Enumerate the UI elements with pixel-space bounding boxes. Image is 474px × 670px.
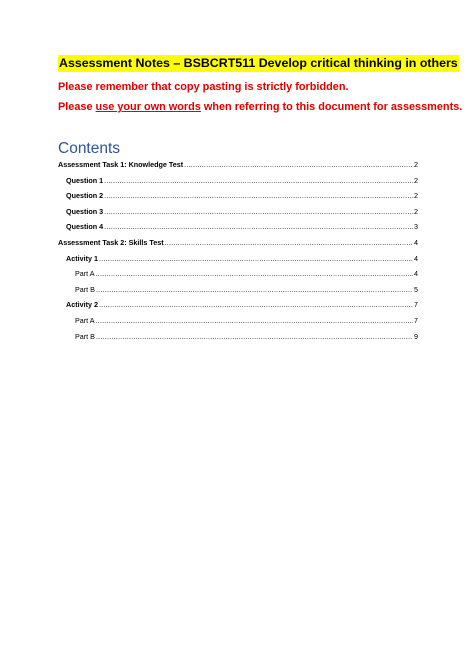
toc-entry-label: Assessment Task 2: Skills Test (58, 238, 164, 247)
toc-entry[interactable] (66, 206, 418, 218)
toc-entry-page: 4 (414, 253, 418, 263)
title-block (58, 54, 459, 72)
toc-leader (104, 206, 413, 218)
toc-entry-label: Assessment Task 1: Knowledge Test (58, 160, 184, 169)
contents-heading: Contents (58, 140, 121, 157)
toc-entry-label: Part B (75, 284, 95, 294)
toc-leader (96, 284, 413, 296)
toc-entry[interactable] (66, 221, 418, 233)
document-title: Assessment Notes – BSBCRT511 Develop critical thinking in others (59, 56, 458, 70)
toc-entry-label: Question 4 (66, 222, 104, 232)
toc-entry[interactable] (66, 253, 418, 265)
toc-entry-label: Part B (75, 331, 95, 341)
toc-entry[interactable] (58, 159, 418, 171)
toc-entry[interactable] (75, 268, 418, 280)
toc-entry-page: 4 (414, 269, 418, 279)
toc-entry-page: 2 (414, 206, 418, 216)
toc-entry[interactable] (75, 331, 418, 343)
toc-leader (96, 268, 413, 280)
toc-entry-page: 2 (414, 175, 418, 185)
toc-entry-page: 2 (414, 160, 418, 169)
toc-leader (104, 190, 413, 202)
toc-leader (104, 221, 413, 233)
toc-entry-label: Part A (75, 269, 95, 279)
toc-entry[interactable] (66, 175, 418, 187)
warning-own-words-pre: Please (58, 101, 96, 113)
toc-leader (99, 253, 413, 265)
toc-entry-page: 2 (414, 191, 418, 201)
toc-entry-page: 7 (414, 316, 418, 325)
toc-leader (184, 159, 413, 171)
toc-leader (96, 331, 413, 343)
toc-leader (96, 315, 413, 327)
toc-entry[interactable] (75, 315, 418, 327)
toc-leader (99, 299, 413, 311)
toc-entry[interactable] (75, 284, 418, 296)
toc-entry-page: 7 (414, 300, 418, 310)
toc-entry-page: 3 (414, 222, 418, 232)
toc-entry[interactable] (58, 237, 418, 249)
toc-leader (165, 237, 413, 249)
toc-entry-label: Activity 1 (66, 253, 98, 263)
toc-entry-label: Question 2 (66, 191, 104, 201)
toc-entry-label: Part A (75, 316, 95, 325)
toc-entry-page: 5 (414, 284, 418, 294)
toc-entry-label: Question 1 (66, 175, 104, 185)
toc-entry[interactable] (66, 190, 418, 202)
warning-own-words-underlined: use your own words (95, 101, 201, 113)
toc-entry-page: 4 (414, 238, 418, 247)
warning-copy-paste: Please remember that copy pasting is strictly forbidden. (58, 81, 349, 93)
toc-leader (104, 175, 413, 187)
toc-entry-label: Question 3 (66, 206, 104, 216)
warning-own-words-post: when referring to this document for assessments. (200, 101, 463, 113)
toc-entry-label: Activity 2 (66, 300, 98, 310)
toc-entry[interactable] (66, 299, 418, 311)
warning-own-words (58, 101, 462, 113)
toc-entry-page: 9 (414, 331, 418, 341)
